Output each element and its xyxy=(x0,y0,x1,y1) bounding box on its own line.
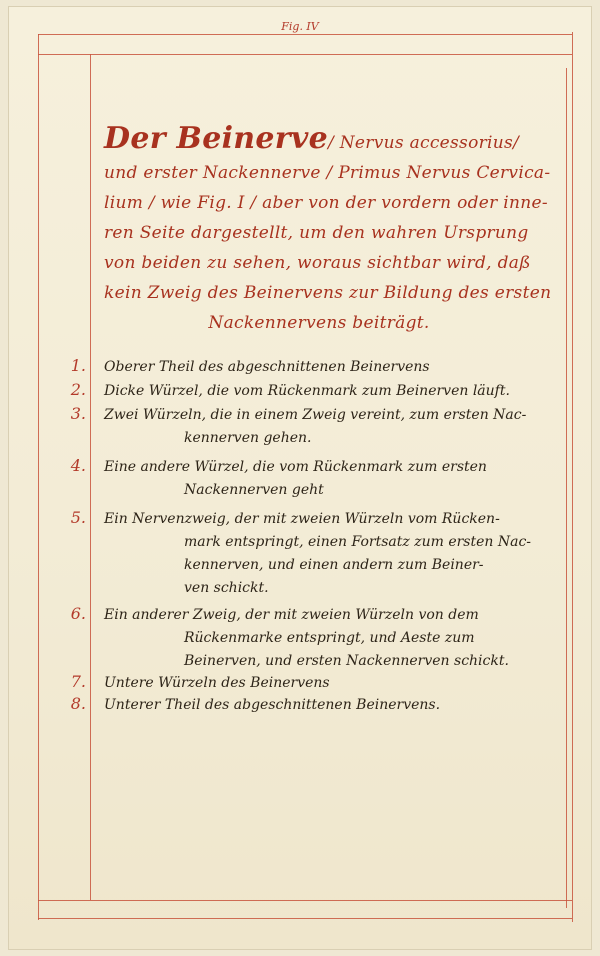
title-heading: Der Beinerve xyxy=(104,121,329,156)
item-number: 7. xyxy=(70,672,86,691)
item-text: Oberer Theil des abgeschnittenen Beinervens xyxy=(104,359,430,375)
inner-border-bottom xyxy=(38,900,572,901)
item-text: Unterer Theil des abgeschnittenen Beinervens. xyxy=(104,697,441,713)
outer-border-left xyxy=(38,34,39,920)
item-number: 4. xyxy=(70,456,86,475)
item-number: 3. xyxy=(70,404,86,423)
inner-border-top xyxy=(38,54,572,55)
item-text: Ein Nervenzweig, der mit zweien Würzeln vom Rücken- mark entspringt, einen Fortsatz zum ersten Nac- kennerven, und einen andern zum Beiner- ven schickt. xyxy=(104,511,532,596)
item-text: Zwei Würzeln, die in einem Zweig vereint, zum ersten Nac- kennerven gehen. xyxy=(104,407,527,446)
title-line-6: kein Zweig des Beinervens zur Bildung des ersten xyxy=(104,283,552,303)
outer-border-top xyxy=(38,34,572,35)
manuscript-page xyxy=(8,6,592,950)
item-text: Dicke Würzel, die vom Rückenmark zum Beinerven läuft. xyxy=(104,383,510,399)
title-line-3: lium / wie Fig. I / aber von der vordern oder inne- xyxy=(104,193,548,213)
item-number: 1. xyxy=(70,356,86,375)
item-text: Eine andere Würzel, die vom Rückenmark zum ersten Nackennerven geht xyxy=(104,459,487,498)
item-number: 8. xyxy=(70,694,86,713)
item-number: 6. xyxy=(70,604,86,623)
title-line-1: / Nervus accessorius/ xyxy=(328,133,520,153)
page-title xyxy=(104,121,574,338)
title-line-7: Nackennervens beiträgt. xyxy=(208,313,430,333)
inner-border-left xyxy=(90,54,91,900)
item-text: Untere Würzeln des Beinervens xyxy=(104,675,330,691)
title-line-4: ren Seite dargestellt, um den wahren Ursprung xyxy=(104,223,529,243)
figure-label: Fig. IV xyxy=(281,20,319,33)
title-line-5: von beiden zu sehen, woraus sichtbar wird, daß xyxy=(104,253,531,273)
title-line-2: und erster Nackennerve / Primus Nervus Cervica- xyxy=(104,163,551,183)
item-number: 2. xyxy=(70,380,86,399)
item-number: 5. xyxy=(70,508,86,527)
item-text: Ein anderer Zweig, der mit zweien Würzeln von dem Rückenmarke entspringt, und Aeste zum Beinerven, und ersten Nackennerven schickt. xyxy=(104,607,509,669)
outer-border-bottom xyxy=(38,918,572,919)
